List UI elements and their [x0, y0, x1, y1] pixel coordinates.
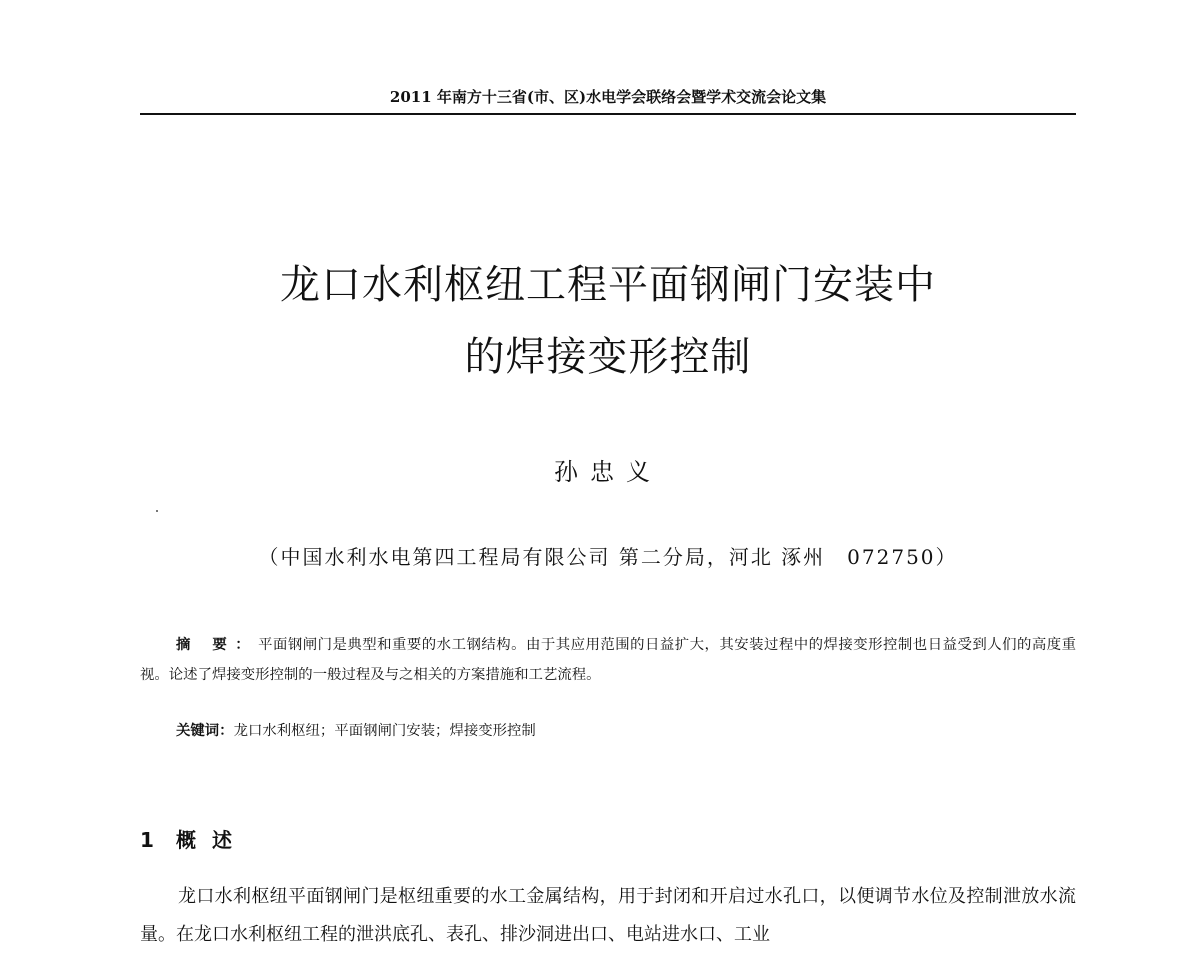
running-header: 2011 年南方十三省(市、区)水电学会联络会暨学术交流会论文集	[389, 88, 827, 106]
paper-title-line-2: 的焊接变形控制	[464, 334, 752, 380]
author-name: 孙忠义	[554, 458, 662, 486]
section-1-title: 概述	[176, 828, 248, 852]
abstract-text: 平面钢闸门是典型和重要的水工钢结构。由于其应用范围的日益扩大，其安装过程中的焊接变形控制也日益受到人们的高度重视。论述了焊接变形控制的一般过程及与之相关的方案措施和工艺流程。	[140, 637, 1076, 683]
author-affiliation: （中国水利水电第四工程局有限公司 第二分局，河北 涿州 072750）	[258, 545, 958, 569]
keywords-text: 龙口水利枢纽；平面钢闸门安装；焊接变形控制	[233, 723, 536, 739]
section-1-number: 1	[140, 828, 154, 852]
abstract-label: 摘 要：	[176, 637, 259, 653]
header-rule	[140, 113, 1076, 115]
section-1-paragraph: 龙口水利枢纽平面钢闸门是枢纽重要的水工金属结构，用于封闭和开启过水孔口，以便调节水位及控制泄放水流量。在龙口水利枢纽工程的泄洪底孔、表孔、排沙洞进出口、电站进水口、工业	[140, 886, 1076, 945]
keywords	[176, 719, 536, 740]
abstract	[140, 630, 1076, 690]
keywords-label: 关键词：	[176, 723, 234, 739]
scan-speck	[156, 510, 158, 512]
section-1-heading	[140, 824, 248, 853]
paper-title-line-1: 龙口水利枢纽工程平面钢闸门安装中	[280, 262, 936, 308]
